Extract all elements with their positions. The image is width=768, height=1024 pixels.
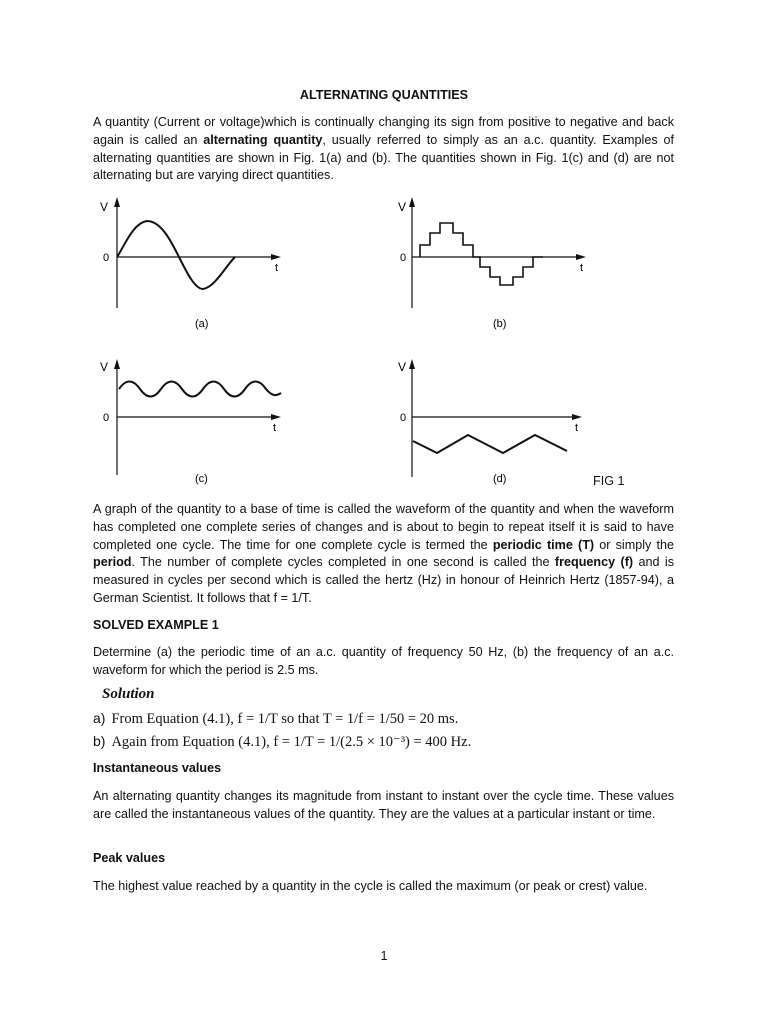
t-axis-label: t <box>580 262 584 274</box>
figure-label-b: (b) <box>493 318 507 330</box>
v-axis-label: V <box>100 200 109 214</box>
waveform-c <box>95 355 295 485</box>
waveform-paragraph: A graph of the quantity to a base of time is called the waveform of the quantity and when the waveform has completed one complete series of changes and is about to begin to repeat itself it is said to have completed one cycle. The time for one complete cycle is termed the periodic time (T) or simply the period. The number of complete cycles completed in one second is called the frequency (f) and is measured in cycles per second which is called the hertz (Hz) in honour of Heinrich Hertz (1857-94), a German Scientist. It follows that f = 1/T. <box>93 502 674 605</box>
origin-label: 0 <box>400 252 407 264</box>
t-axis-label: t <box>273 422 277 434</box>
origin-label: 0 <box>400 412 407 424</box>
peak-heading: Peak values <box>93 851 166 865</box>
figure-label-d: (d) <box>493 473 507 485</box>
waveform-b <box>395 193 605 333</box>
t-axis-label: t <box>275 262 279 274</box>
v-axis-label: V <box>100 360 109 374</box>
waveform-d <box>395 355 605 485</box>
page-number: 1 <box>380 949 388 963</box>
peak-paragraph: The highest value reached by a quantity in the cycle is called the maximum (or peak or crest) value. <box>93 879 648 893</box>
origin-label: 0 <box>103 252 110 264</box>
figure-label-a: (a) <box>195 318 209 330</box>
solved-example-heading: SOLVED EXAMPLE 1 <box>93 618 219 632</box>
solution-part-b: b) Again from Equation (4.1), f = 1/T = 1/(2.5 × 10⁻³) = 400 Hz. <box>93 733 472 750</box>
instantaneous-paragraph: An alternating quantity changes its magnitude from instant to instant over the cycle time. These values are called the instantaneous values of the quantity. They are the values at a particular instant or time. <box>93 789 674 821</box>
v-axis-label: V <box>398 360 407 374</box>
v-axis-label: V <box>398 200 407 214</box>
solution-part-a: a) From Equation (4.1), f = 1/T so that T = 1/f = 1/50 = 20 ms. <box>93 710 459 727</box>
origin-label: 0 <box>103 412 110 424</box>
solution-title: Solution <box>102 686 155 702</box>
figure-label-c: (c) <box>195 473 208 485</box>
waveform-a <box>95 193 295 333</box>
page-title: ALTERNATING QUANTITIES <box>299 88 469 102</box>
intro-paragraph: A quantity (Current or voltage)which is continually changing its sign from positive to negative and back again is called an alternating quantity, usually referred to simply as an a.c. quantity. Examples of alternating quantities are shown in Fig. 1(a) and (b). The quantities shown in Fig. 1(c) and (d) are not alternating but are varying direct quantities. <box>93 115 674 183</box>
instantaneous-heading: Instantaneous values <box>93 761 222 775</box>
figure-caption: FIG 1 <box>593 474 625 488</box>
t-axis-label: t <box>575 422 579 434</box>
problem-statement: Determine (a) the periodic time of an a.c. quantity of frequency 50 Hz, (b) the frequency of an a.c. waveform for which the period is 2.5 ms. <box>93 645 674 677</box>
